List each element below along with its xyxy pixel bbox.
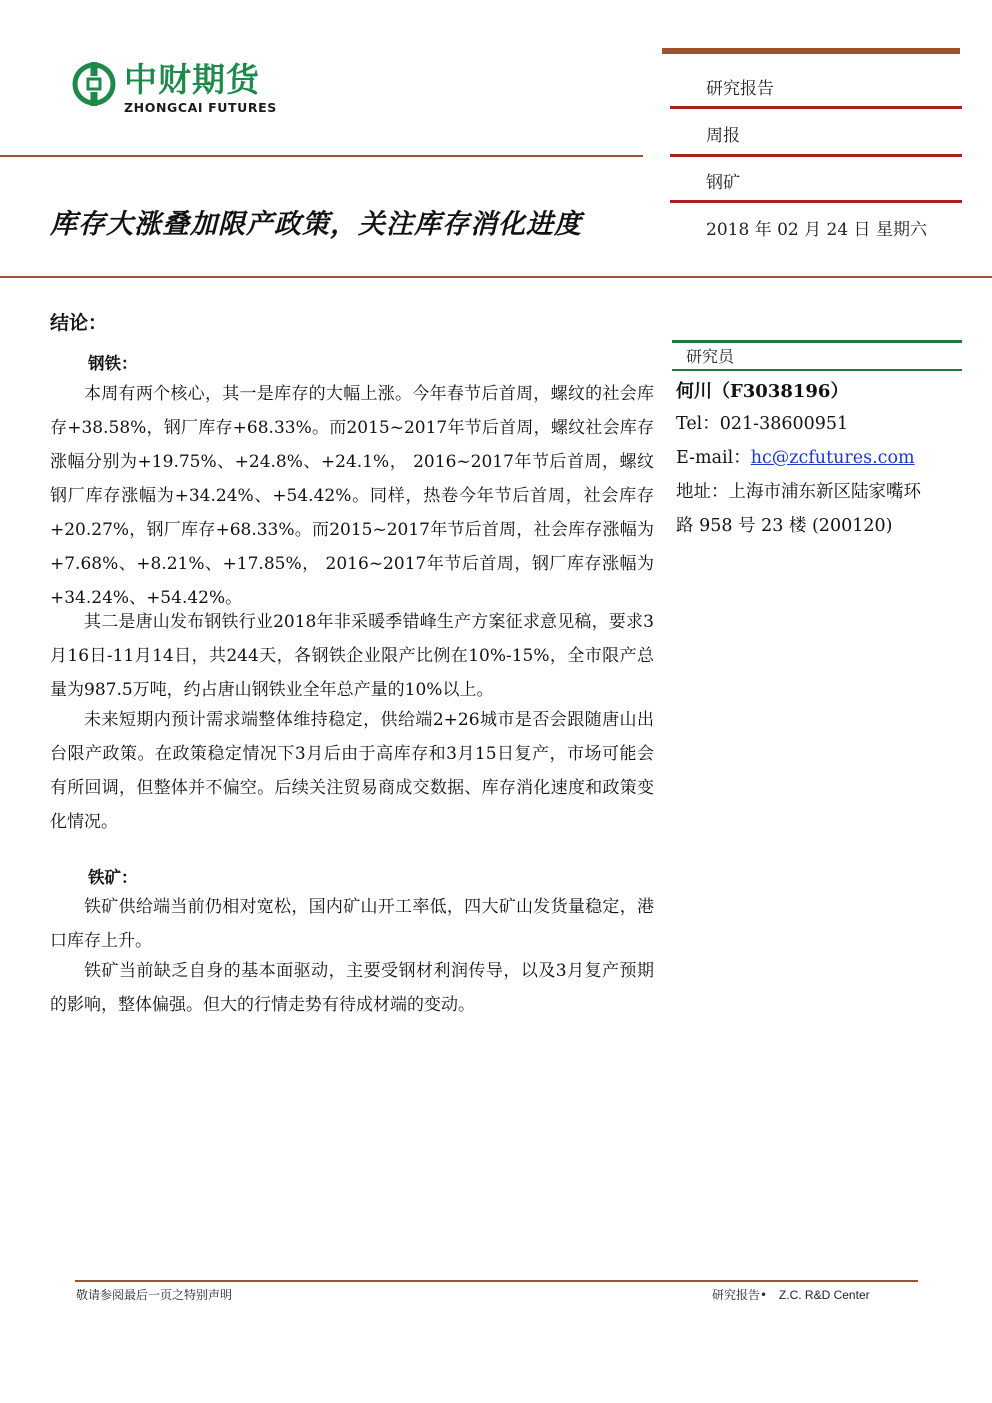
company-logo — [72, 62, 312, 122]
report-period: 周报 — [706, 126, 740, 146]
iron-ore-paragraph-1: 铁矿供给端当前仍相对宽松，国内矿山开工率低，四大矿山发货量稳定，港口库存上升。 — [50, 897, 654, 951]
address-label: 地址： — [676, 482, 729, 502]
conclusion-heading: 结论： — [50, 312, 108, 334]
iron-ore-paragraph-2: 铁矿当前缺乏自身的基本面驱动，主要受钢材利润传导，以及3月复产预期的影响，整体偏强。但大的行情走势有待成材端的变动。 — [50, 961, 654, 1015]
header-divider — [670, 154, 962, 157]
researcher-name: 何川（F3038196） — [676, 381, 849, 402]
steel-paragraph-1: 本周有两个核心，其一是库存的大幅上涨。今年春节后首周，螺纹的社会库存+38.58%，钢厂库存+68.33%。而2015~2017年节后首周，螺纹社会库存涨幅分别为+19.75%、+24.8%、+24.1%， 2016~2017年节后首周，螺纹钢厂库存涨幅为+34.24%、+54.42%。同样，热卷今年节后首周，社会库存+20.27%，钢厂库存+68.33%。而2015~2017年节后首周，社会库存涨幅为+7.68%、+8.21%、+17.85%， 2016~2017年节后首周，钢厂库存涨幅为+34.24%、+54.42%。 — [50, 384, 654, 608]
email-link[interactable]: hc@zcfutures.com — [750, 448, 915, 468]
title-rule — [0, 276, 992, 278]
researcher-address — [676, 475, 921, 509]
logo-name-cn: 中财期货 — [124, 60, 260, 99]
zhongcai-logo-icon — [72, 62, 116, 106]
email-label: E-mail： — [676, 448, 751, 468]
steel-paragraph-3: 未来短期内预计需求端整体维持稳定，供给端2+26城市是否会跟随唐山出台限产政策。在政策稳定情况下3月后由于高库存和3月15日复产，市场可能会有所回调，但整体并不偏空。后续关注贸易商成交数据、库存消化速度和政策变化情况。 — [50, 710, 654, 832]
researcher-email — [676, 441, 915, 475]
researcher-rule-top — [672, 340, 962, 343]
researcher-rule-bottom — [672, 369, 962, 371]
header-rule — [0, 155, 643, 157]
tel-label: Tel： — [676, 414, 720, 434]
header-top-bar — [662, 48, 960, 54]
footer-rule — [75, 1280, 918, 1282]
tel-value: 021-38600951 — [719, 414, 849, 434]
steel-paragraph-2: 其二是唐山发布钢铁行业2018年非采暖季错峰生产方案征求意见稿，要求3月16日-11月14日，共244天，各钢铁企业限产比例在10%-15%，全市限产总量为987.5万吨，约占唐山钢铁业全年总产量的10%以上。 — [50, 612, 654, 700]
report-sector: 钢矿 — [706, 173, 740, 193]
footer-disclaimer: 敬请参阅最后一页之特别声明 — [76, 1288, 233, 1302]
address-line1: 上海市浦东新区陆家嘴环 — [728, 482, 921, 502]
researcher-tel — [676, 407, 848, 441]
researcher-address-line2: 路 958 号 23 楼 (200120) — [676, 516, 893, 536]
footer-right — [712, 1286, 870, 1303]
footer-center-name: Z.C. R&D Center — [778, 1288, 870, 1302]
researcher-label: 研究员 — [686, 347, 735, 366]
header-divider — [670, 106, 962, 109]
logo-name-en: ZHONGCAI FUTURES — [124, 100, 277, 115]
report-title: 库存大涨叠加限产政策，关注库存消化进度 — [50, 209, 582, 240]
report-date: 2018 年 02 月 24 日 星期六 — [706, 220, 927, 240]
steel-heading: 钢铁： — [88, 354, 138, 373]
header-divider — [670, 200, 962, 203]
iron-ore-heading: 铁矿： — [88, 868, 138, 887]
footer-report-label: 研究报告• — [712, 1288, 768, 1302]
report-type: 研究报告 — [706, 79, 774, 99]
